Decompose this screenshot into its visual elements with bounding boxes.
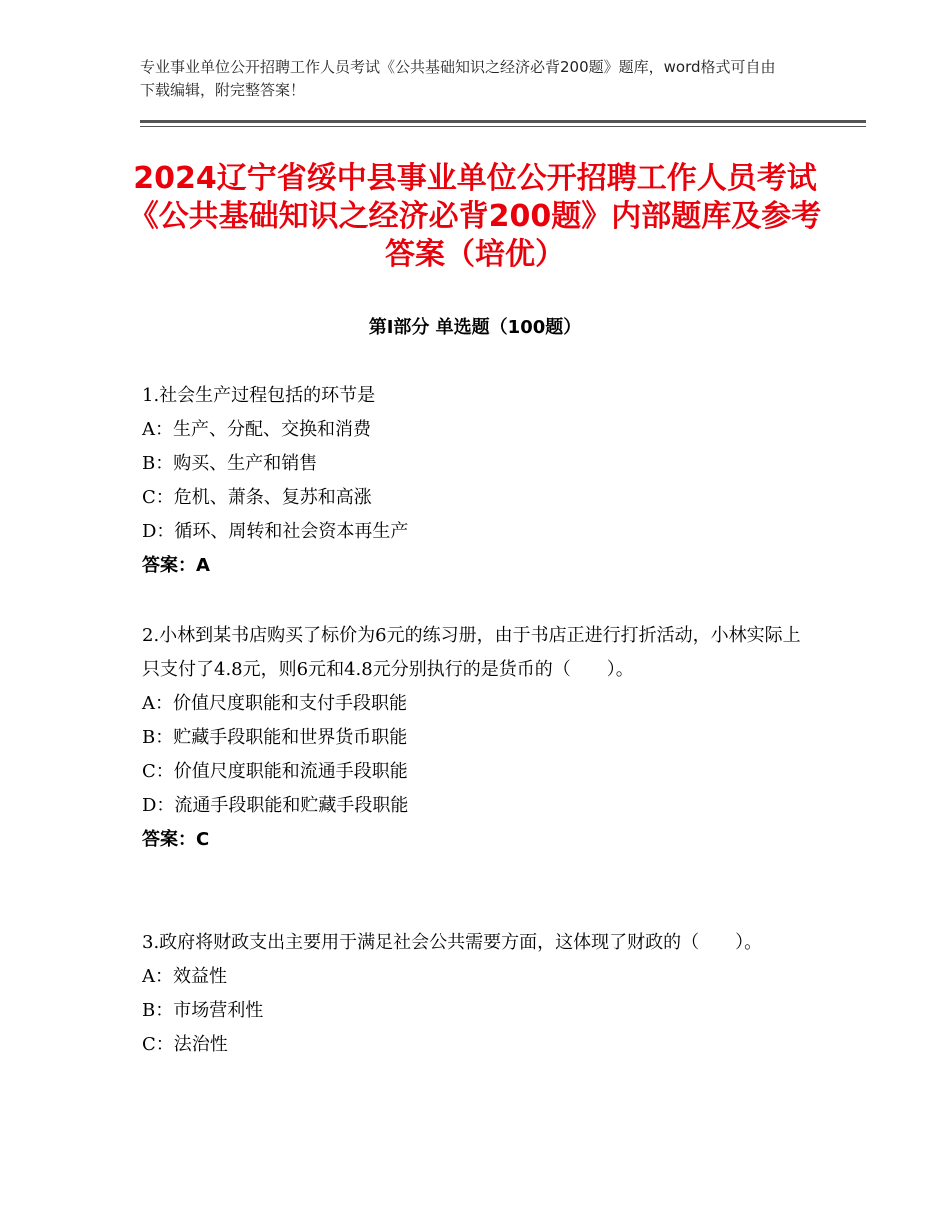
question-stem: 2.小林到某书店购买了标价为6元的练习册，由于书店正进行打折活动，小林实际上只支付了4.8元，则6元和4.8元分别执行的是货币的（ ）。 [142,625,801,680]
answer: 答案：A [142,555,210,576]
option-b: B：贮藏手段职能和世界货币职能 [142,727,408,748]
header-note: 专业事业单位公开招聘工作人员考试《公共基础知识之经济必背200题》题库，word格式可自由下载编辑，附完整答案！ [140,58,776,99]
option-d: D：流通手段职能和贮藏手段职能 [142,795,409,816]
document-title: 2024辽宁省绥中县事业单位公开招聘工作人员考试《公共基础知识之经济必背200题》内部题库及参考答案（培优） [128,161,822,272]
section-title: 第Ⅰ部分 单选题（100题） [368,317,582,338]
question-3 [142,926,812,1062]
option-b: B：购买、生产和销售 [142,453,318,474]
question-stem: 1.社会生产过程包括的环节是 [142,385,376,406]
question-2 [142,619,812,857]
option-c: C：危机、萧条、复苏和高涨 [142,487,372,508]
option-d: D：循环、周转和社会资本再生产 [142,521,409,542]
question-1 [142,379,812,583]
answer: 答案：C [142,829,210,850]
header-divider-thick [140,120,866,123]
option-c: C：价值尺度职能和流通手段职能 [142,761,408,782]
option-b: B：市场营利性 [142,1000,264,1021]
question-stem: 3.政府将财政支出主要用于满足社会公共需要方面，这体现了财政的（ ）。 [142,932,763,953]
header-divider-thin [140,126,866,127]
option-c: C：法治性 [142,1034,228,1055]
option-a: A：生产、分配、交换和消费 [142,419,371,440]
option-a: A：效益性 [142,966,227,987]
option-a: A：价值尺度职能和支付手段职能 [142,693,407,714]
